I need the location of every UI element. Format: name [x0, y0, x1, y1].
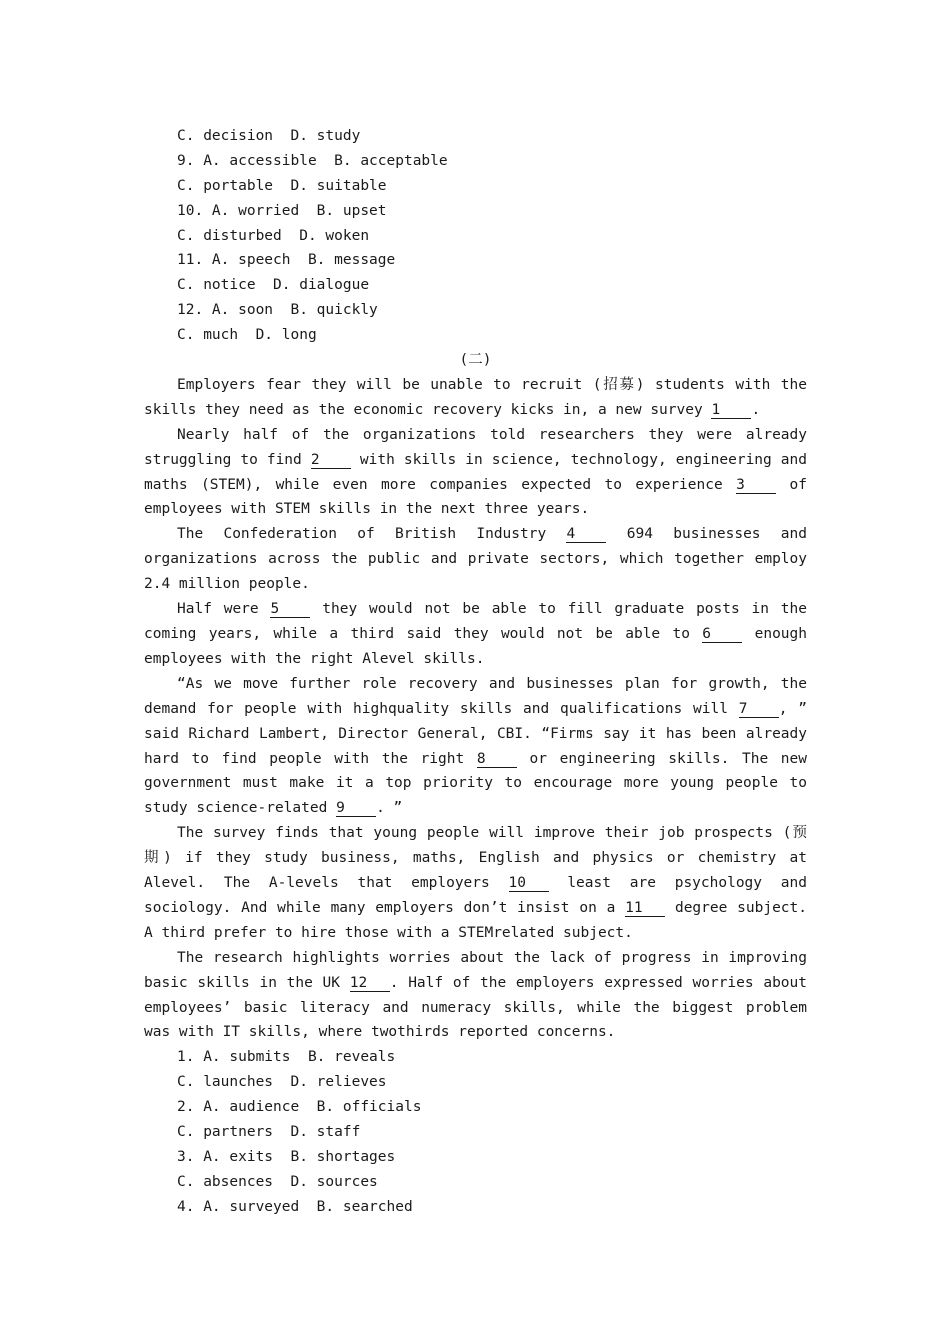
option-line: 4. A. surveyed B. searched	[177, 1198, 413, 1215]
passage-text: The research highlights worries about the lack of progress in improving basic skills in the UK	[144, 949, 807, 991]
blank-1: 1	[711, 403, 751, 419]
option-line: C. disturbed D. woken	[177, 227, 370, 244]
paragraph-1	[144, 373, 807, 423]
passage-text: degree subject. A third prefer to hire those with a STEMrelated subject.	[144, 899, 807, 941]
passage-text: of employees with STEM skills in the next three years.	[144, 476, 807, 518]
passage-text: . ”	[376, 800, 403, 817]
passage	[144, 373, 807, 1045]
blank-4: 4	[566, 527, 606, 543]
passage-text: 694 businesses and organizations across the public and private sectors, which together employ 2.4 million people.	[144, 526, 807, 593]
paragraph-7	[144, 946, 807, 1046]
options-top	[144, 124, 807, 348]
blank-2: 2	[311, 453, 351, 469]
option-line: 12. A. soon B. quickly	[177, 302, 378, 319]
option-line: C. decision D. study	[177, 128, 361, 144]
passage-text: or engineering skills. The new government must make it a top priority to encourage more young people to study science-related	[144, 750, 807, 817]
option-line: C. absences D. sources	[177, 1173, 378, 1190]
paragraph-5	[144, 672, 807, 821]
blank-9: 9	[336, 801, 376, 817]
passage-text: The Confederation of British Industry	[177, 526, 567, 543]
option-line: C. notice D. dialogue	[177, 277, 370, 294]
passage-text: “As we move further role recovery and businesses plan for growth, the demand for people with highquality skills and qualifications will	[144, 675, 807, 717]
option-line: 10. A. worried B. upset	[177, 202, 387, 219]
option-line: 3. A. exits B. shortages	[177, 1148, 396, 1165]
blank-8: 8	[477, 752, 517, 768]
option-line: 1. A. submits B. reveals	[177, 1049, 396, 1066]
blank-3: 3	[736, 478, 776, 494]
passage-text: Half were	[177, 601, 271, 618]
option-line: C. portable D. suitable	[177, 177, 387, 194]
blank-6: 6	[702, 627, 742, 643]
passage-text: The survey finds that young people will improve their job prospects (预期) if they study business, maths, English and physics or chemistry at Alevel. The A-levels that employers	[144, 825, 807, 892]
option-line: C. launches D. relieves	[177, 1074, 387, 1091]
passage-text: least are psychology and sociology. And while many employers don’t insist on a	[144, 875, 807, 916]
paragraph-4	[144, 597, 807, 672]
blank-10: 10	[509, 876, 549, 892]
paragraph-2	[144, 423, 807, 523]
paragraph-6	[144, 821, 807, 946]
section-heading: (二)	[459, 352, 492, 369]
passage-text: they would not be able to fill graduate posts in the coming years, while a third said they would not be able to	[144, 601, 807, 642]
option-line: 9. A. accessible B. acceptable	[177, 152, 448, 169]
option-line: C. much D. long	[177, 327, 317, 344]
option-line: C. partners D. staff	[177, 1124, 361, 1141]
passage-text: enough employees with the right Alevel skills.	[144, 625, 807, 667]
passage-text: with skills in science, technology, engineering and maths (STEM), while even more companies expected to experience	[144, 451, 807, 493]
blank-11: 11	[625, 901, 665, 917]
passage-text: Employers fear they will be unable to recruit (招募) students with the skills they need as the economic recovery kicks in, a new survey	[144, 376, 807, 418]
passage-text: , ” said Richard Lambert, Director General, CBI. “Firms say it has been already hard to find people with the right	[144, 700, 807, 767]
options-bottom	[144, 1045, 807, 1219]
paragraph-3	[144, 522, 807, 597]
passage-text: .	[751, 401, 761, 418]
option-line: 2. A. audience B. officials	[177, 1099, 422, 1116]
passage-text: . Half of the employers expressed worries about employees’ basic literacy and numeracy skills, while the biggest problem was with IT skills, where twothirds reported concerns.	[144, 974, 807, 1041]
blank-12: 12	[350, 976, 390, 992]
option-line: 11. A. speech B. message	[177, 252, 396, 269]
passage-text: Nearly half of the organizations told researchers they were already struggling to find	[144, 426, 807, 468]
blank-7: 7	[739, 702, 779, 718]
document-page	[144, 124, 807, 1220]
blank-5: 5	[270, 602, 310, 618]
